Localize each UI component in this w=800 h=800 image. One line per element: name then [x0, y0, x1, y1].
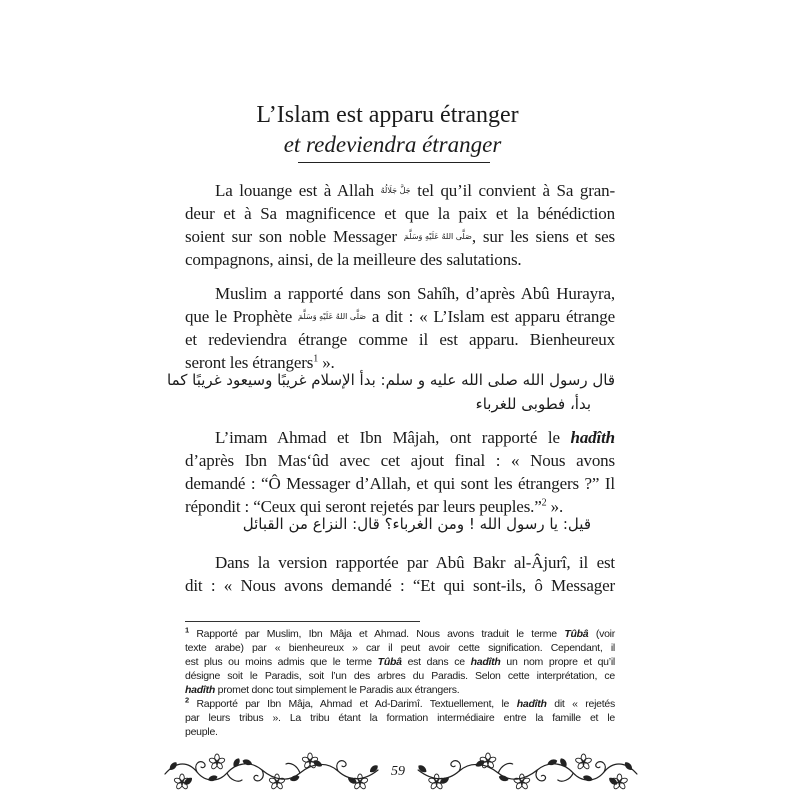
- paragraph: [185, 551, 615, 597]
- honorific-symbol: جَلَّ جَلَالُهُ: [380, 185, 411, 195]
- text-run: compagnons, ainsi, de la meilleure des salutations.: [185, 249, 522, 269]
- text-line: [185, 641, 615, 655]
- arabic-quote: [185, 512, 615, 536]
- text-run: Dans la version rapportée par Abû Bakr al-Âjurî, il est: [215, 552, 615, 572]
- leaf: [289, 774, 300, 782]
- flower: [174, 774, 191, 790]
- text-line: [185, 225, 615, 248]
- text-run: d’après Ibn Mas‘ûd avec cet ajout final : « Nous avons: [185, 450, 615, 470]
- text-run: demandé : “Ô Messager d’Allah, et qui sont les étrangers ?” Il: [185, 473, 615, 493]
- text-line: [167, 368, 615, 392]
- text-run: est plus ou moins admis que le terme: [185, 656, 378, 668]
- text-line: [185, 711, 615, 725]
- text-run: désigne soit le Paradis, soit l’un des arbres du Paradis. Selon cette interprétation, ce: [185, 670, 615, 682]
- text-line: [185, 574, 615, 597]
- vine-tendril: [286, 763, 300, 773]
- text-line: [185, 248, 615, 271]
- text-line: [185, 512, 615, 536]
- text-line: [185, 627, 615, 641]
- text-line: [185, 725, 615, 739]
- text-run: seront les étrangers: [185, 352, 314, 372]
- body-text: [167, 0, 616, 600]
- text-run: dit « rejetés: [546, 698, 615, 710]
- paragraph: [185, 179, 615, 271]
- honorific-symbol: صَلَّى اللهُ عَلَيْهِ وَسَلَّمَ: [403, 231, 472, 241]
- leaf: [232, 757, 242, 768]
- footnote-ref: 2: [185, 695, 189, 705]
- emphasized-term: hadîth: [570, 427, 615, 447]
- text-run: et redeviendra étrange comme il est apparu. Bienheureux: [185, 329, 615, 349]
- honorific-symbol: صَلَّى اللهُ عَلَيْهِ وَسَلَّمَ: [298, 311, 367, 321]
- text-run: soient sur son noble Messager: [185, 226, 404, 246]
- text-run: tel qu’il convient à Sa gran-: [410, 180, 615, 200]
- flower: [209, 754, 226, 770]
- text-run: , sur les siens et ses: [471, 226, 615, 246]
- text-run: L’imam Ahmad et Ibn Mâjah, ont rapporté le: [215, 427, 571, 447]
- footnote-ref: 1: [185, 625, 189, 635]
- text-line: [185, 305, 615, 328]
- text-run: promet donc tout simplement le Paradis aux étrangers.: [215, 684, 460, 696]
- text-run: ».: [318, 352, 335, 372]
- text-run: par leurs tribus ». La tribu étant la formation intermédiaire entre la famille et le: [185, 712, 615, 724]
- page-number: 59: [391, 764, 405, 779]
- paragraph: [185, 282, 615, 374]
- text-run: dit : « Nous avons demandé : “Et qui sont-ils, ô Messager: [185, 575, 615, 595]
- text-run: La louange est à Allah: [215, 180, 381, 200]
- text-run: que le Prophète: [185, 306, 299, 326]
- text-line: [185, 655, 615, 669]
- emphasized-term: hadîth: [185, 684, 215, 696]
- text-run: répondit : “Ceux qui seront rejetés par leurs peuples.”: [185, 496, 542, 516]
- text-run: est dans ce: [401, 656, 471, 668]
- vine-tendril: [227, 773, 242, 781]
- footnote-separator: [185, 621, 420, 622]
- text-line: [185, 551, 615, 574]
- footnote-ref: 1: [313, 352, 319, 364]
- text-line: [185, 669, 615, 683]
- text-line: [185, 179, 615, 202]
- text-run: un nom propre et qu’il: [500, 656, 615, 668]
- paragraph: [185, 426, 615, 518]
- vine-curl: [337, 761, 346, 771]
- text-run: peuple.: [185, 726, 218, 738]
- text-run: بدأ، فطوبى للغرباء: [475, 395, 591, 413]
- text-run: Muslim a rapporté dans son Sahîh, d’après Abû Hurayra,: [215, 283, 615, 303]
- leaf: [207, 774, 218, 782]
- text-run: Rapporté par Ibn Mâja, Ahmad et Ad-Darimî. Textuellement, le: [188, 698, 517, 710]
- footnotes: [185, 627, 615, 739]
- vine-curl: [254, 770, 263, 781]
- text-run: ».: [546, 496, 564, 516]
- text-run: deur et à Sa magnificence et que la paix et la bénédiction: [185, 203, 615, 223]
- emphasized-term: hadîth: [516, 698, 547, 710]
- emphasized-term: hadîth: [470, 656, 501, 668]
- footnote: [185, 627, 615, 697]
- text-run: (voir: [588, 628, 615, 640]
- text-line: [185, 472, 615, 495]
- emphasized-term: Tûbâ: [564, 628, 589, 640]
- floral-ornament-right: [414, 752, 640, 792]
- text-run: Rapporté par Muslim, Ibn Mâja et Ahmad. Nous avons traduit le terme: [188, 628, 565, 640]
- text-run: قيل: يا رسول الله ! ومن الغرباء؟ قال: النزاع من القبائل: [242, 515, 591, 533]
- footnote-ref: 2: [541, 496, 547, 508]
- text-line: [185, 392, 615, 416]
- text-line: [185, 282, 615, 305]
- mirrored-vine: [417, 753, 637, 790]
- chapter-subtitle: et redeviendra étranger: [283, 132, 502, 157]
- text-line: [185, 697, 615, 711]
- chapter-title: L’Islam est apparu étranger: [256, 102, 519, 128]
- text-line: [185, 202, 615, 225]
- text-run: texte arabe) par « bienheureux » car il peut avoir cette signification. Cependant, il: [185, 642, 615, 654]
- text-line: [185, 449, 615, 472]
- text-line: [185, 426, 615, 449]
- text-line: [185, 683, 615, 697]
- text-line: [185, 328, 615, 351]
- floral-ornament-left: [162, 752, 382, 792]
- footnote: [185, 697, 615, 739]
- text-run: قال رسول الله صلى الله عليه و سلم: بدأ الإسلام غريبًا وسيعود غريبًا كما: [167, 371, 615, 389]
- emphasized-term: Tûbâ: [377, 656, 402, 668]
- leaf: [242, 758, 253, 766]
- arabic-quote: [167, 368, 615, 416]
- vine-curl: [196, 762, 205, 772]
- text-run: a dit : « L’Islam est apparu étrange: [366, 306, 616, 326]
